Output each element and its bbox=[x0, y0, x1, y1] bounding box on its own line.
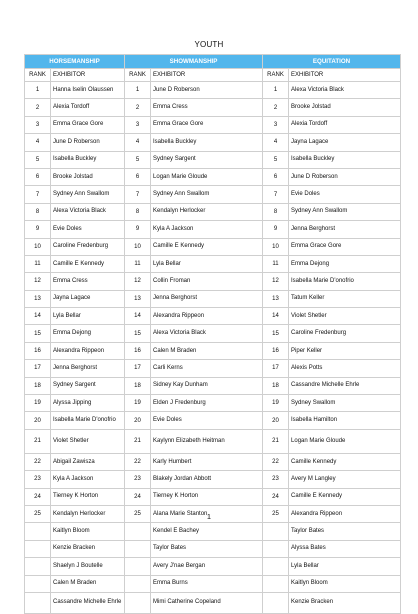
rank-cell bbox=[25, 575, 51, 592]
exhibitor-cell: Sydney Swallom bbox=[289, 395, 401, 412]
table-row bbox=[25, 471, 401, 488]
table-row bbox=[25, 255, 401, 272]
rank-cell: 13 bbox=[263, 290, 289, 307]
exhibitor-cell: Brooke Jolstad bbox=[51, 168, 125, 185]
exhibitor-cell: Evie Doles bbox=[151, 412, 263, 429]
rank-cell: 6 bbox=[263, 168, 289, 185]
rank-cell: 18 bbox=[125, 377, 151, 394]
rank-cell: 7 bbox=[125, 186, 151, 203]
exhibitor-cell: Emma Grace Gore bbox=[289, 238, 401, 255]
rank-cell: 2 bbox=[125, 99, 151, 116]
exhibitor-cell: Sydney Sargent bbox=[51, 377, 125, 394]
rank-cell: 25 bbox=[25, 505, 51, 522]
exhibitor-cell: Alexia Tordoff bbox=[289, 116, 401, 133]
exhibitor-cell: Alexandra Rippeon bbox=[289, 505, 401, 522]
section-showmanship: SHOWMANSHIP bbox=[125, 55, 263, 69]
rank-cell bbox=[263, 575, 289, 592]
exhibitor-cell: Kenzie Bracken bbox=[289, 592, 401, 613]
exhibitor-cell: Alexandra Rippeon bbox=[51, 342, 125, 359]
exhibitor-cell: Camille E Kennedy bbox=[151, 238, 263, 255]
rank-cell: 14 bbox=[125, 308, 151, 325]
rank-cell: 8 bbox=[263, 203, 289, 220]
rank-cell: 20 bbox=[263, 412, 289, 429]
exhibitor-cell: Jayna Lagace bbox=[289, 134, 401, 151]
rank-cell: 9 bbox=[263, 221, 289, 238]
rank-cell: 15 bbox=[263, 325, 289, 342]
rank-cell: 4 bbox=[125, 134, 151, 151]
exhibitor-cell: Emma Cress bbox=[151, 99, 263, 116]
table-row bbox=[25, 203, 401, 220]
exhibitor-cell: Carli Kerns bbox=[151, 360, 263, 377]
table-row bbox=[25, 99, 401, 116]
rank-cell: 8 bbox=[125, 203, 151, 220]
table-row bbox=[25, 453, 401, 470]
rank-cell: 12 bbox=[125, 273, 151, 290]
exhibitor-cell: Isabella Buckley bbox=[51, 151, 125, 168]
table-row bbox=[25, 151, 401, 168]
exhibitor-cell: Sydney Ann Swallom bbox=[289, 203, 401, 220]
exhibitor-cell: Taylor Bates bbox=[151, 540, 263, 557]
rank-cell: 17 bbox=[263, 360, 289, 377]
exhibitor-cell: Alyssa Jipping bbox=[51, 395, 125, 412]
exhibitor-cell: Violet Shetler bbox=[289, 308, 401, 325]
rank-cell: 3 bbox=[125, 116, 151, 133]
exhibitor-cell: Elden J Fredenburg bbox=[151, 395, 263, 412]
exhibitor-cell: Evie Doles bbox=[289, 186, 401, 203]
exhibitor-cell: Alexandra Rippeon bbox=[151, 308, 263, 325]
rank-cell: 11 bbox=[25, 255, 51, 272]
rank-cell: 3 bbox=[25, 116, 51, 133]
exhibitor-cell: Sydney Sargent bbox=[151, 151, 263, 168]
rank-cell bbox=[263, 540, 289, 557]
rank-cell: 17 bbox=[25, 360, 51, 377]
rank-cell: 7 bbox=[263, 186, 289, 203]
rank-cell: 8 bbox=[25, 203, 51, 220]
rank-cell bbox=[125, 575, 151, 592]
table-row bbox=[25, 488, 401, 505]
table-row bbox=[25, 308, 401, 325]
exhibitor-cell: Sidney Kay Dunham bbox=[151, 377, 263, 394]
rank-cell: 13 bbox=[125, 290, 151, 307]
exhibitor-cell: Caroline Fredenburg bbox=[289, 325, 401, 342]
exhibitor-cell: Camille E Kennedy bbox=[51, 255, 125, 272]
exhibitor-cell: Emma Grace Gore bbox=[151, 116, 263, 133]
exhibitor-cell: Logan Marie Gloude bbox=[151, 168, 263, 185]
rank-cell: 4 bbox=[25, 134, 51, 151]
rank-cell bbox=[125, 540, 151, 557]
table-row bbox=[25, 186, 401, 203]
rank-cell: 11 bbox=[263, 255, 289, 272]
exhibitor-cell: Alexa Victoria Black bbox=[151, 325, 263, 342]
rank-cell: 23 bbox=[125, 471, 151, 488]
exhibitor-cell: Logan Marie Gloude bbox=[289, 429, 401, 453]
table-row bbox=[25, 377, 401, 394]
exhibitor-cell: Kendalyn Herlocker bbox=[151, 203, 263, 220]
exhibitor-cell: Isabella Buckley bbox=[289, 151, 401, 168]
exhibitor-cell: Kenzie Bracken bbox=[51, 540, 125, 557]
exhibitor-cell: Kyla A Jackson bbox=[51, 471, 125, 488]
section-equitation: EQUITATION bbox=[263, 55, 401, 69]
rank-cell: 3 bbox=[263, 116, 289, 133]
exhibitor-cell: Cassandre Michelle Ehrle bbox=[51, 592, 125, 613]
rank-cell bbox=[125, 523, 151, 540]
rank-cell: 4 bbox=[263, 134, 289, 151]
exhibitor-cell: Kaylynn Elizabeth Heitman bbox=[151, 429, 263, 453]
rank-cell: 12 bbox=[25, 273, 51, 290]
exhibitor-cell: Alyssa Bates bbox=[289, 540, 401, 557]
section-horsemanship: HORSEMANSHIP bbox=[25, 55, 125, 69]
table-row bbox=[25, 558, 401, 575]
exhibitor-cell: Shaelyn J Boutelle bbox=[51, 558, 125, 575]
exhibitor-cell: Camille Kennedy bbox=[289, 453, 401, 470]
exhibitor-cell: Abigail Zawisza bbox=[51, 453, 125, 470]
rank-cell: 20 bbox=[125, 412, 151, 429]
rank-cell: 16 bbox=[25, 342, 51, 359]
rank-cell: 14 bbox=[25, 308, 51, 325]
rank-cell: 2 bbox=[263, 99, 289, 116]
rank-cell bbox=[125, 592, 151, 613]
rank-cell: 5 bbox=[263, 151, 289, 168]
section-header-row bbox=[25, 55, 401, 69]
rank-cell: 23 bbox=[263, 471, 289, 488]
exhibitor-cell: Kaitlyn Bloom bbox=[51, 523, 125, 540]
table-row bbox=[25, 575, 401, 592]
table-row bbox=[25, 238, 401, 255]
exhibitor-cell: Caroline Fredenburg bbox=[51, 238, 125, 255]
column-header-row bbox=[25, 69, 401, 82]
table-row bbox=[25, 134, 401, 151]
exhibitor-cell: Tierney K Horton bbox=[151, 488, 263, 505]
exhibitor-cell: Kendel E Bachey bbox=[151, 523, 263, 540]
exhibitor-cell: Calen M Braden bbox=[151, 342, 263, 359]
page-number: 1 bbox=[206, 512, 212, 521]
rank-cell: 1 bbox=[25, 82, 51, 99]
rank-cell: 25 bbox=[263, 505, 289, 522]
rank-cell: 18 bbox=[263, 377, 289, 394]
exhibitor-cell: Karly Humbert bbox=[151, 453, 263, 470]
exhibitor-cell: Avery J'nae Bergan bbox=[151, 558, 263, 575]
exhibitor-cell: Mimi Catherine Copeland bbox=[151, 592, 263, 613]
exhibitor-cell: Cassandre Michelle Ehrle bbox=[289, 377, 401, 394]
rank-cell: 12 bbox=[263, 273, 289, 290]
exhibitor-cell: Jenna Berghorst bbox=[151, 290, 263, 307]
exhibitor-cell: Jenna Berghorst bbox=[51, 360, 125, 377]
rank-cell: 15 bbox=[125, 325, 151, 342]
rank-cell: 21 bbox=[263, 429, 289, 453]
rank-cell: 24 bbox=[263, 488, 289, 505]
rank-cell: 25 bbox=[125, 505, 151, 522]
rank-cell: 2 bbox=[25, 99, 51, 116]
rank-cell bbox=[263, 523, 289, 540]
table-row bbox=[25, 168, 401, 185]
exhibitor-cell: Tatum Keller bbox=[289, 290, 401, 307]
table-row bbox=[25, 523, 401, 540]
rank-cell bbox=[25, 523, 51, 540]
rank-cell: 21 bbox=[125, 429, 151, 453]
exhibitor-cell: Kyla A Jackson bbox=[151, 221, 263, 238]
rank-cell: 7 bbox=[25, 186, 51, 203]
rank-cell: 10 bbox=[263, 238, 289, 255]
exhibitor-cell: Emma Cress bbox=[51, 273, 125, 290]
rank-cell bbox=[263, 558, 289, 575]
rank-cell: 5 bbox=[125, 151, 151, 168]
rank-cell bbox=[25, 558, 51, 575]
rank-cell: 24 bbox=[125, 488, 151, 505]
rank-cell: 22 bbox=[125, 453, 151, 470]
exhibitor-cell: Alexa Victoria Black bbox=[51, 203, 125, 220]
exhibitor-cell: Camille E Kennedy bbox=[289, 488, 401, 505]
table-row bbox=[25, 290, 401, 307]
exhibitor-cell: Lyla Bellar bbox=[51, 308, 125, 325]
exhibitor-cell: Blakely Jordan Abbott bbox=[151, 471, 263, 488]
table-row bbox=[25, 395, 401, 412]
rank-cell: 16 bbox=[125, 342, 151, 359]
exhibitor-cell: Hanna Iselin Olaussen bbox=[51, 82, 125, 99]
rank-cell: 22 bbox=[263, 453, 289, 470]
rank-cell: 1 bbox=[263, 82, 289, 99]
exhibitor-cell: Lyla Bellar bbox=[289, 558, 401, 575]
exhibitor-cell: Taylor Bates bbox=[289, 523, 401, 540]
exhibitor-cell: Alexia Tordoff bbox=[51, 99, 125, 116]
table-row bbox=[25, 412, 401, 429]
exhibitor-cell: Isabella Hamilton bbox=[289, 412, 401, 429]
rank-cell: 16 bbox=[263, 342, 289, 359]
rank-cell: 22 bbox=[25, 453, 51, 470]
exhibitor-cell: June D Roberson bbox=[51, 134, 125, 151]
exhibitor-header: EXHIBITOR bbox=[289, 69, 401, 82]
exhibitor-cell: Calen M Braden bbox=[51, 575, 125, 592]
exhibitor-cell: Avery M Langley bbox=[289, 471, 401, 488]
rank-cell: 21 bbox=[25, 429, 51, 453]
exhibitor-cell: Violet Shetler bbox=[51, 429, 125, 453]
exhibitor-cell: Isabella Marie D'onofrio bbox=[289, 273, 401, 290]
rank-header: RANK bbox=[125, 69, 151, 82]
exhibitor-cell: Evie Doles bbox=[51, 221, 125, 238]
rank-cell: 5 bbox=[25, 151, 51, 168]
exhibitor-cell: Kendalyn Herlocker bbox=[51, 505, 125, 522]
rank-cell: 18 bbox=[25, 377, 51, 394]
rank-cell bbox=[25, 540, 51, 557]
exhibitor-cell: June D Roberson bbox=[289, 168, 401, 185]
rank-cell: 9 bbox=[125, 221, 151, 238]
exhibitor-cell: Emma Grace Gore bbox=[51, 116, 125, 133]
table-row bbox=[25, 342, 401, 359]
rank-cell: 23 bbox=[25, 471, 51, 488]
rank-header: RANK bbox=[263, 69, 289, 82]
rank-cell: 19 bbox=[25, 395, 51, 412]
exhibitor-header: EXHIBITOR bbox=[51, 69, 125, 82]
exhibitor-cell: Kaitlyn Bloom bbox=[289, 575, 401, 592]
rank-cell: 1 bbox=[125, 82, 151, 99]
exhibitor-cell: Jayna Lagace bbox=[51, 290, 125, 307]
rank-cell bbox=[25, 592, 51, 613]
rank-cell: 15 bbox=[25, 325, 51, 342]
table-row bbox=[25, 325, 401, 342]
exhibitor-cell: Piper Keller bbox=[289, 342, 401, 359]
exhibitor-cell: Emma Dejong bbox=[289, 255, 401, 272]
rank-cell: 6 bbox=[125, 168, 151, 185]
rank-cell: 20 bbox=[25, 412, 51, 429]
exhibitor-cell: Jenna Berghorst bbox=[289, 221, 401, 238]
rank-cell: 9 bbox=[25, 221, 51, 238]
exhibitor-cell: Collin Froman bbox=[151, 273, 263, 290]
exhibitor-cell: Isabella Marie D'onofrio bbox=[51, 412, 125, 429]
rank-cell bbox=[125, 558, 151, 575]
table-row bbox=[25, 429, 401, 453]
rank-cell: 10 bbox=[125, 238, 151, 255]
exhibitor-cell: Alana Marie Stanton bbox=[151, 505, 263, 522]
exhibitor-cell: Sydney Ann Swallom bbox=[51, 186, 125, 203]
rank-cell: 14 bbox=[263, 308, 289, 325]
exhibitor-cell: Brooke Jolstad bbox=[289, 99, 401, 116]
results-table bbox=[24, 54, 401, 614]
rank-cell: 19 bbox=[125, 395, 151, 412]
exhibitor-cell: June D Roberson bbox=[151, 82, 263, 99]
rank-cell: 6 bbox=[25, 168, 51, 185]
rank-cell: 11 bbox=[125, 255, 151, 272]
exhibitor-cell: Tierney K Horton bbox=[51, 488, 125, 505]
exhibitor-cell: Alexis Potts bbox=[289, 360, 401, 377]
rank-header: RANK bbox=[25, 69, 51, 82]
exhibitor-cell: Emma Burns bbox=[151, 575, 263, 592]
rank-cell bbox=[263, 592, 289, 613]
rank-cell: 13 bbox=[25, 290, 51, 307]
table-row bbox=[25, 360, 401, 377]
rank-cell: 17 bbox=[125, 360, 151, 377]
exhibitor-header: EXHIBITOR bbox=[151, 69, 263, 82]
exhibitor-cell: Emma Dejong bbox=[51, 325, 125, 342]
table-row bbox=[25, 273, 401, 290]
exhibitor-cell: Lyla Bellar bbox=[151, 255, 263, 272]
exhibitor-cell: Isabella Buckley bbox=[151, 134, 263, 151]
rank-cell: 10 bbox=[25, 238, 51, 255]
table-row bbox=[25, 540, 401, 557]
table-row bbox=[25, 82, 401, 99]
table-row bbox=[25, 221, 401, 238]
rank-cell: 19 bbox=[263, 395, 289, 412]
table-row bbox=[25, 592, 401, 613]
rank-cell: 24 bbox=[25, 488, 51, 505]
exhibitor-cell: Sydney Ann Swallom bbox=[151, 186, 263, 203]
page-title: YOUTH bbox=[194, 40, 224, 49]
table-row bbox=[25, 116, 401, 133]
exhibitor-cell: Alexa Victoria Black bbox=[289, 82, 401, 99]
